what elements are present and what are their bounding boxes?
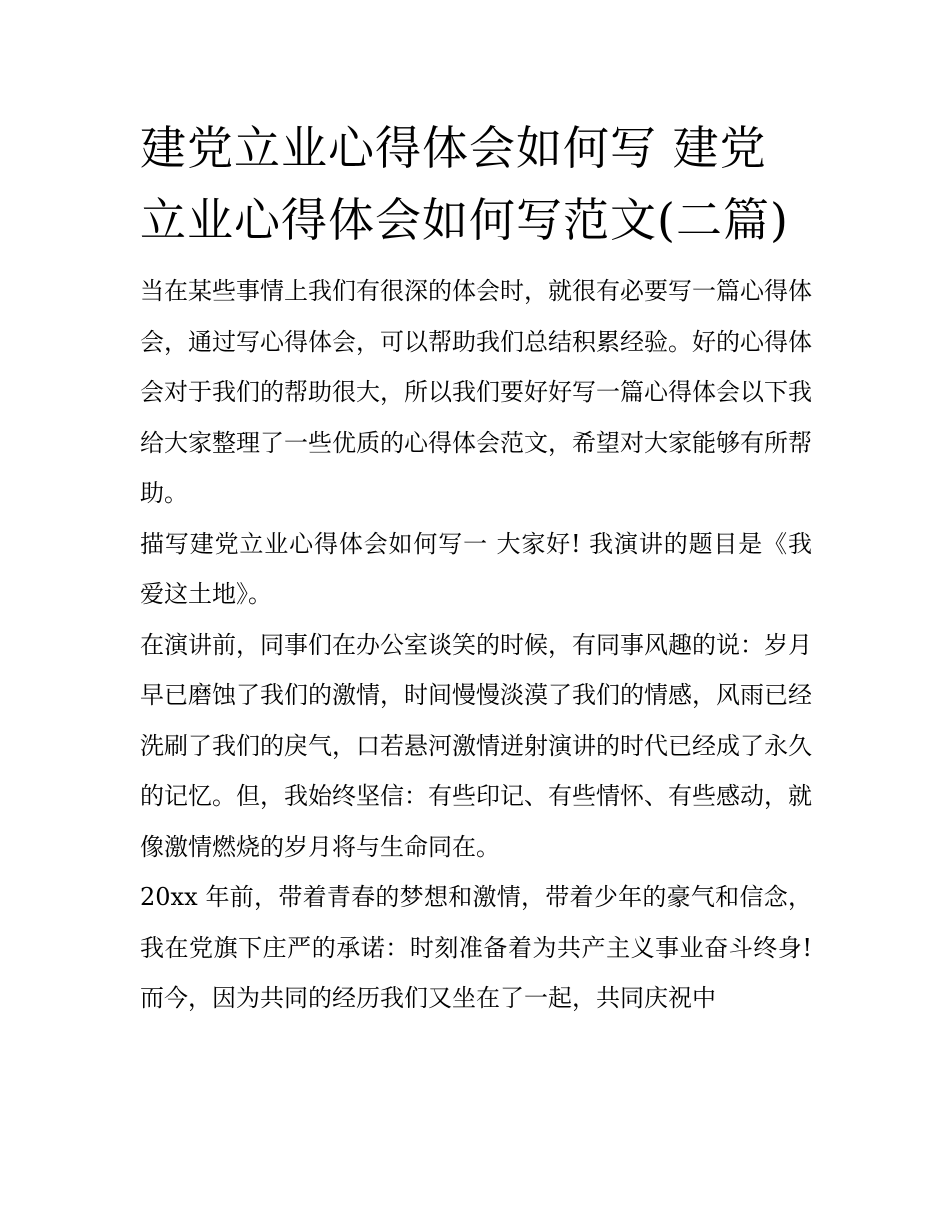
paragraph-party-pledge: 20xx 年前，带着青春的梦想和激情，带着少年的豪气和信念，我在党旗下庄严的承诺：时刻准备着为共产主义事业奋斗终身!而今，因为共同的经历我们又坐在了一起，共同庆祝中 — [140, 883, 812, 1012]
document-title: 建党立业心得体会如何写 建党立业心得体会如何写范文(二篇) — [140, 121, 789, 247]
paragraph-office-talk: 在演讲前，同事们在办公室谈笑的时候，有同事风趣的说：岁月早已磨蚀了我们的激情，时间慢慢淡漠了我们的情感，风雨已经洗刷了我们的戾气，口若悬河激情迸射演讲的时代已经成了永久的记忆。但，我始终坚信：有些印记、有些情怀、有些感动，就像激情燃烧的岁月将与生命同在。 — [140, 630, 812, 861]
paragraph-speech-opening: 描写建党立业心得体会如何写一 大家好! 我演讲的题目是《我爱这土地》。 — [140, 529, 812, 608]
paragraph-intro: 当在某些事情上我们有很深的体会时，就很有必要写一篇心得体会，通过写心得体会，可以帮助我们总结积累经验。好的心得体会对于我们的帮助很大，所以我们要好好写一篇心得体会以下我给大家整理了一些优质的心得体会范文，希望对大家能够有所帮助。 — [140, 277, 812, 507]
document-body — [140, 112, 812, 1024]
